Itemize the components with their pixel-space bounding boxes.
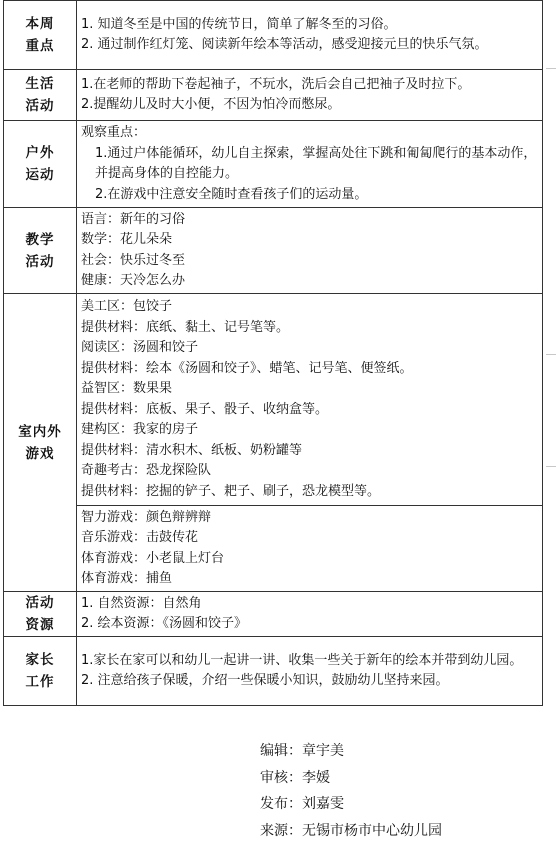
table-row <box>4 121 543 208</box>
content-line: 社会：快乐过冬至 <box>81 251 539 272</box>
content-line: 阅读区：汤圆和饺子 <box>81 338 539 359</box>
page-edge-mark <box>546 466 556 467</box>
row-label-teaching: 教学 活动 <box>4 208 77 294</box>
content-line: 数学：花儿朵朵 <box>81 230 539 251</box>
credit-source: 来源：无锡市杨市中心幼儿园 <box>260 818 442 844</box>
content-line: 2.在游戏中注意安全随时查看孩子们的运动量。 <box>81 185 539 206</box>
content-line: 1.家长在家可以和幼儿一起讲一讲、收集一些关于新年的绘本并带到幼儿园。 <box>81 651 539 672</box>
content-line: 体育游戏：捕鱼 <box>81 569 539 590</box>
content-line: 体育游戏：小老鼠上灯台 <box>81 549 539 570</box>
table-row <box>4 70 543 121</box>
table-row <box>4 592 543 637</box>
content-line: 智力游戏：颜色辩辨辩 <box>81 508 539 529</box>
content-line: 1.通过户体能循环，幼儿自主探索，掌握高处往下跳和匍匐爬行的基本动作，并提高身体的自控能力。 <box>81 144 539 185</box>
table-row <box>4 637 543 706</box>
credit-editor: 编辑：章宇美 <box>260 738 442 765</box>
row-label-games: 室内外 游戏 <box>4 294 77 592</box>
table-row <box>4 1 543 70</box>
table-row <box>4 506 543 592</box>
content-line: 益智区：数果果 <box>81 379 539 400</box>
row-content-teaching <box>77 208 543 294</box>
content-line: 1. 自然资源：自然角 <box>81 594 539 615</box>
row-content-area-games <box>77 294 543 506</box>
row-content-weekly-focus <box>77 1 543 70</box>
row-label-resources: 活动 资源 <box>4 592 77 637</box>
row-content-other-games <box>77 506 543 592</box>
weekly-plan-table <box>3 0 543 706</box>
content-line: 2.提醒幼儿及时大小便，不因为怕冷而憋尿。 <box>81 95 539 116</box>
page-edge-mark <box>546 354 556 355</box>
row-label-weekly-focus: 本周 重点 <box>4 1 77 70</box>
content-line: 提供材料：绘本《汤圆和饺子》、蜡笔、记号笔、便签纸。 <box>81 359 539 380</box>
content-line: 语言：新年的习俗 <box>81 210 539 231</box>
content-line: 提供材料：清水积木、纸板、奶粉罐等 <box>81 441 539 462</box>
content-line: 建构区：我家的房子 <box>81 420 539 441</box>
content-line: 1. 知道冬至是中国的传统节日，简单了解冬至的习俗。 <box>81 15 539 36</box>
content-line: 健康：天冷怎么办 <box>81 271 539 292</box>
table-row <box>4 294 543 506</box>
content-line: 提供材料：挖掘的铲子、耙子、刷子，恐龙模型等。 <box>81 482 539 503</box>
credit-reviewer: 审核：李媛 <box>260 765 442 792</box>
row-content-parent-work <box>77 637 543 706</box>
content-line: 1.在老师的帮助下卷起袖子，不玩水，洗后会自己把袖子及时拉下。 <box>81 75 539 96</box>
content-line: 提供材料：底纸、黏土、记号笔等。 <box>81 318 539 339</box>
content-line: 音乐游戏：击鼓传花 <box>81 528 539 549</box>
row-content-resources <box>77 592 543 637</box>
table-row <box>4 208 543 294</box>
row-content-outdoor-sports <box>77 121 543 208</box>
row-label-daily-life: 生活 活动 <box>4 70 77 121</box>
row-label-parent-work: 家长 工作 <box>4 637 77 706</box>
content-line: 2. 注意给孩子保暖，介绍一些保暖小知识，鼓励幼儿坚持来园。 <box>81 671 539 692</box>
content-line: 提供材料：底板、果子、骰子、收纳盒等。 <box>81 400 539 421</box>
credits-block <box>260 738 442 844</box>
content-line: 美工区：包饺子 <box>81 297 539 318</box>
page-edge-mark <box>546 68 556 69</box>
row-content-daily-life <box>77 70 543 121</box>
credit-publisher: 发布：刘嘉雯 <box>260 791 442 818</box>
content-line: 2. 绘本资源：《汤圆和饺子》 <box>81 614 539 635</box>
content-line: 2. 通过制作红灯笼、阅读新年绘本等活动，感受迎接元旦的快乐气氛。 <box>81 35 539 56</box>
row-label-outdoor-sports: 户外 运动 <box>4 121 77 208</box>
content-line: 奇趣考古：恐龙探险队 <box>81 461 539 482</box>
content-line: 观察重点： <box>81 123 539 144</box>
